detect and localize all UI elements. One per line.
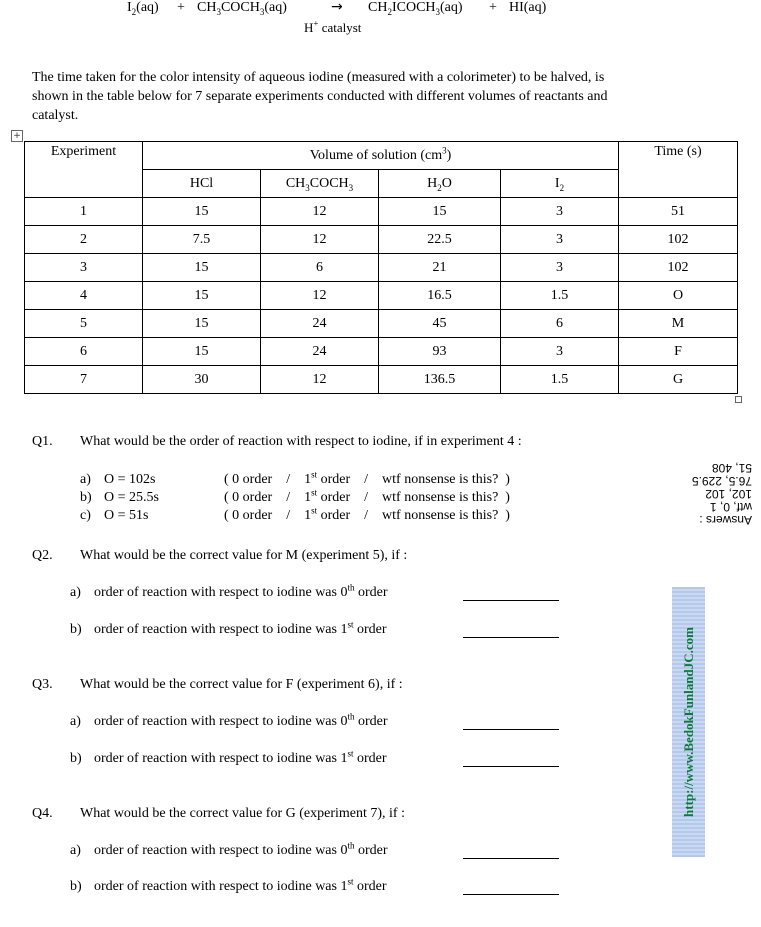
cell-iodine: 6 xyxy=(501,310,619,338)
cell-hcl: 15 xyxy=(143,254,261,282)
cell-hcl: 15 xyxy=(143,282,261,310)
cell-time: 102 xyxy=(619,254,738,282)
cell-time: 102 xyxy=(619,226,738,254)
cell-hcl: 7.5 xyxy=(143,226,261,254)
cell-time: M xyxy=(619,310,738,338)
q3-b-label: b) xyxy=(70,751,82,766)
q2-a-text: order of reaction with respect to iodine was 0th order xyxy=(94,582,388,600)
cell-hcl: 15 xyxy=(143,310,261,338)
cell-acetone: 24 xyxy=(261,338,379,366)
cell-experiment: 7 xyxy=(25,366,143,394)
cell-experiment: 2 xyxy=(25,226,143,254)
intro-line-2: shown in the table below for 7 separate experiments conducted with different volumes of reactants and xyxy=(32,89,608,104)
cell-water: 45 xyxy=(379,310,501,338)
cell-water: 136.5 xyxy=(379,366,501,394)
cell-experiment: 1 xyxy=(25,198,143,226)
answers-line-3: 76.5, 229.5 xyxy=(691,474,752,488)
equation-product-iodoacetone: $CH_2ICOCH_3(aq)$ xyxy=(368,0,463,17)
q1-option-b-label: b) xyxy=(80,490,92,505)
table-row xyxy=(25,282,738,310)
q4-a-text: order of reaction with respect to iodine was 0th order xyxy=(94,840,388,858)
table-move-handle-icon[interactable]: + xyxy=(11,130,23,142)
header-water: $H_2O$ xyxy=(379,170,501,198)
reaction-arrow-icon: → xyxy=(331,0,343,15)
table-row xyxy=(25,254,738,282)
cell-time: O xyxy=(619,282,738,310)
q2-text: What would be the correct value for M (experiment 5), if : xyxy=(80,548,408,563)
cell-water: 22.5 xyxy=(379,226,501,254)
cell-iodine: 1.5 xyxy=(501,366,619,394)
header-acetone: $CH_3COCH_3$ xyxy=(261,170,379,198)
q3-a-text: order of reaction with respect to iodine was 0th order xyxy=(94,711,388,729)
q1-text: What would be the order of reaction with respect to iodine, if in experiment 4 : xyxy=(80,434,522,449)
cell-water: 15 xyxy=(379,198,501,226)
q1-option-c-label: c) xyxy=(80,508,91,523)
cell-iodine: 1.5 xyxy=(501,282,619,310)
q1-option-c-value: O = 51s xyxy=(104,508,149,523)
q3-a-label: a) xyxy=(70,714,81,729)
cell-time: G xyxy=(619,366,738,394)
header-experiment: Experiment xyxy=(25,142,143,198)
answers-line-4: 51, 408 xyxy=(711,461,752,475)
cell-water: 93 xyxy=(379,338,501,366)
q4-a-answer-blank[interactable] xyxy=(463,858,559,859)
cell-iodine: 3 xyxy=(501,226,619,254)
equation-plus-1: + xyxy=(177,0,185,15)
equation-reactant-iodine: $I_2(aq)$ xyxy=(127,0,159,17)
q3-text: What would be the correct value for F (experiment 6), if : xyxy=(80,677,403,692)
cell-hcl: 15 xyxy=(143,338,261,366)
q2-b-text: order of reaction with respect to iodine was 1st order xyxy=(94,619,387,637)
q1-option-a-choices: ( 0 order / 1st order / wtf nonsense is this? ) xyxy=(224,469,510,487)
q2-a-answer-blank[interactable] xyxy=(463,600,559,601)
cell-experiment: 6 xyxy=(25,338,143,366)
cell-acetone: 24 xyxy=(261,310,379,338)
q2-b-answer-blank[interactable] xyxy=(463,637,559,638)
answers-line-1: wtf, 0, 1 xyxy=(709,500,752,514)
q1-option-a-value: O = 102s xyxy=(104,472,156,487)
answers-upside-down xyxy=(672,446,752,526)
q3-a-answer-blank[interactable] xyxy=(463,729,559,730)
equation-catalyst: H+ catalyst xyxy=(304,18,362,35)
table-resize-handle[interactable] xyxy=(735,396,742,403)
cell-time: 51 xyxy=(619,198,738,226)
intro-line-3: catalyst. xyxy=(32,108,79,123)
cell-experiment: 4 xyxy=(25,282,143,310)
reaction-equation xyxy=(0,0,761,40)
cell-experiment: 5 xyxy=(25,310,143,338)
header-time: Time (s) xyxy=(619,142,738,198)
q4-b-label: b) xyxy=(70,879,82,894)
cell-water: 16.5 xyxy=(379,282,501,310)
q1-option-b-value: O = 25.5s xyxy=(104,490,159,505)
q4-b-text: order of reaction with respect to iodine was 1st order xyxy=(94,876,387,894)
q2-b-label: b) xyxy=(70,622,82,637)
intro-paragraph xyxy=(32,68,608,125)
table-row xyxy=(25,198,738,226)
experiment-table xyxy=(24,141,738,394)
cell-acetone: 12 xyxy=(261,366,379,394)
cell-acetone: 6 xyxy=(261,254,379,282)
equation-product-hi: HI(aq) xyxy=(509,0,547,15)
q1-number: Q1. xyxy=(32,434,53,449)
cell-iodine: 3 xyxy=(501,198,619,226)
table-row xyxy=(25,310,738,338)
cell-experiment: 3 xyxy=(25,254,143,282)
table-row xyxy=(25,366,738,394)
cell-water: 21 xyxy=(379,254,501,282)
equation-reactant-acetone: $CH_3COCH_3(aq)$ xyxy=(197,0,287,17)
q4-b-answer-blank[interactable] xyxy=(463,894,559,895)
q4-a-label: a) xyxy=(70,843,81,858)
q1-option-b-choices: ( 0 order / 1st order / wtf nonsense is this? ) xyxy=(224,487,510,505)
cell-acetone: 12 xyxy=(261,198,379,226)
cell-iodine: 3 xyxy=(501,254,619,282)
header-volume: Volume of solution $(cm^3)$ xyxy=(143,142,619,170)
q3-number: Q3. xyxy=(32,677,53,692)
q1-option-a-label: a) xyxy=(80,472,91,487)
q2-number: Q2. xyxy=(32,548,53,563)
answers-line-2: 102, 102 xyxy=(705,487,752,501)
header-hcl: HCl xyxy=(143,170,261,198)
q3-b-text: order of reaction with respect to iodine was 1st order xyxy=(94,748,387,766)
cell-acetone: 12 xyxy=(261,226,379,254)
intro-line-1: The time taken for the color intensity of aqueous iodine (measured with a colorimeter) to be halved, is xyxy=(32,70,605,85)
cell-hcl: 30 xyxy=(143,366,261,394)
site-watermark xyxy=(672,587,705,857)
header-iodine: $I_2$ xyxy=(501,170,619,198)
cell-hcl: 15 xyxy=(143,198,261,226)
cell-acetone: 12 xyxy=(261,282,379,310)
answers-title: Answers : xyxy=(699,513,752,527)
q3-b-answer-blank[interactable] xyxy=(463,766,559,767)
equation-plus-2: + xyxy=(489,0,497,15)
table-row xyxy=(25,226,738,254)
q1-option-c-choices: ( 0 order / 1st order / wtf nonsense is this? ) xyxy=(224,505,510,523)
q2-a-label: a) xyxy=(70,585,81,600)
cell-time: F xyxy=(619,338,738,366)
cell-iodine: 3 xyxy=(501,338,619,366)
watermark-text: http://www.BedokFunlandJC.com xyxy=(680,627,696,817)
q4-text: What would be the correct value for G (experiment 7), if : xyxy=(80,806,405,821)
q4-number: Q4. xyxy=(32,806,53,821)
table-row xyxy=(25,338,738,366)
